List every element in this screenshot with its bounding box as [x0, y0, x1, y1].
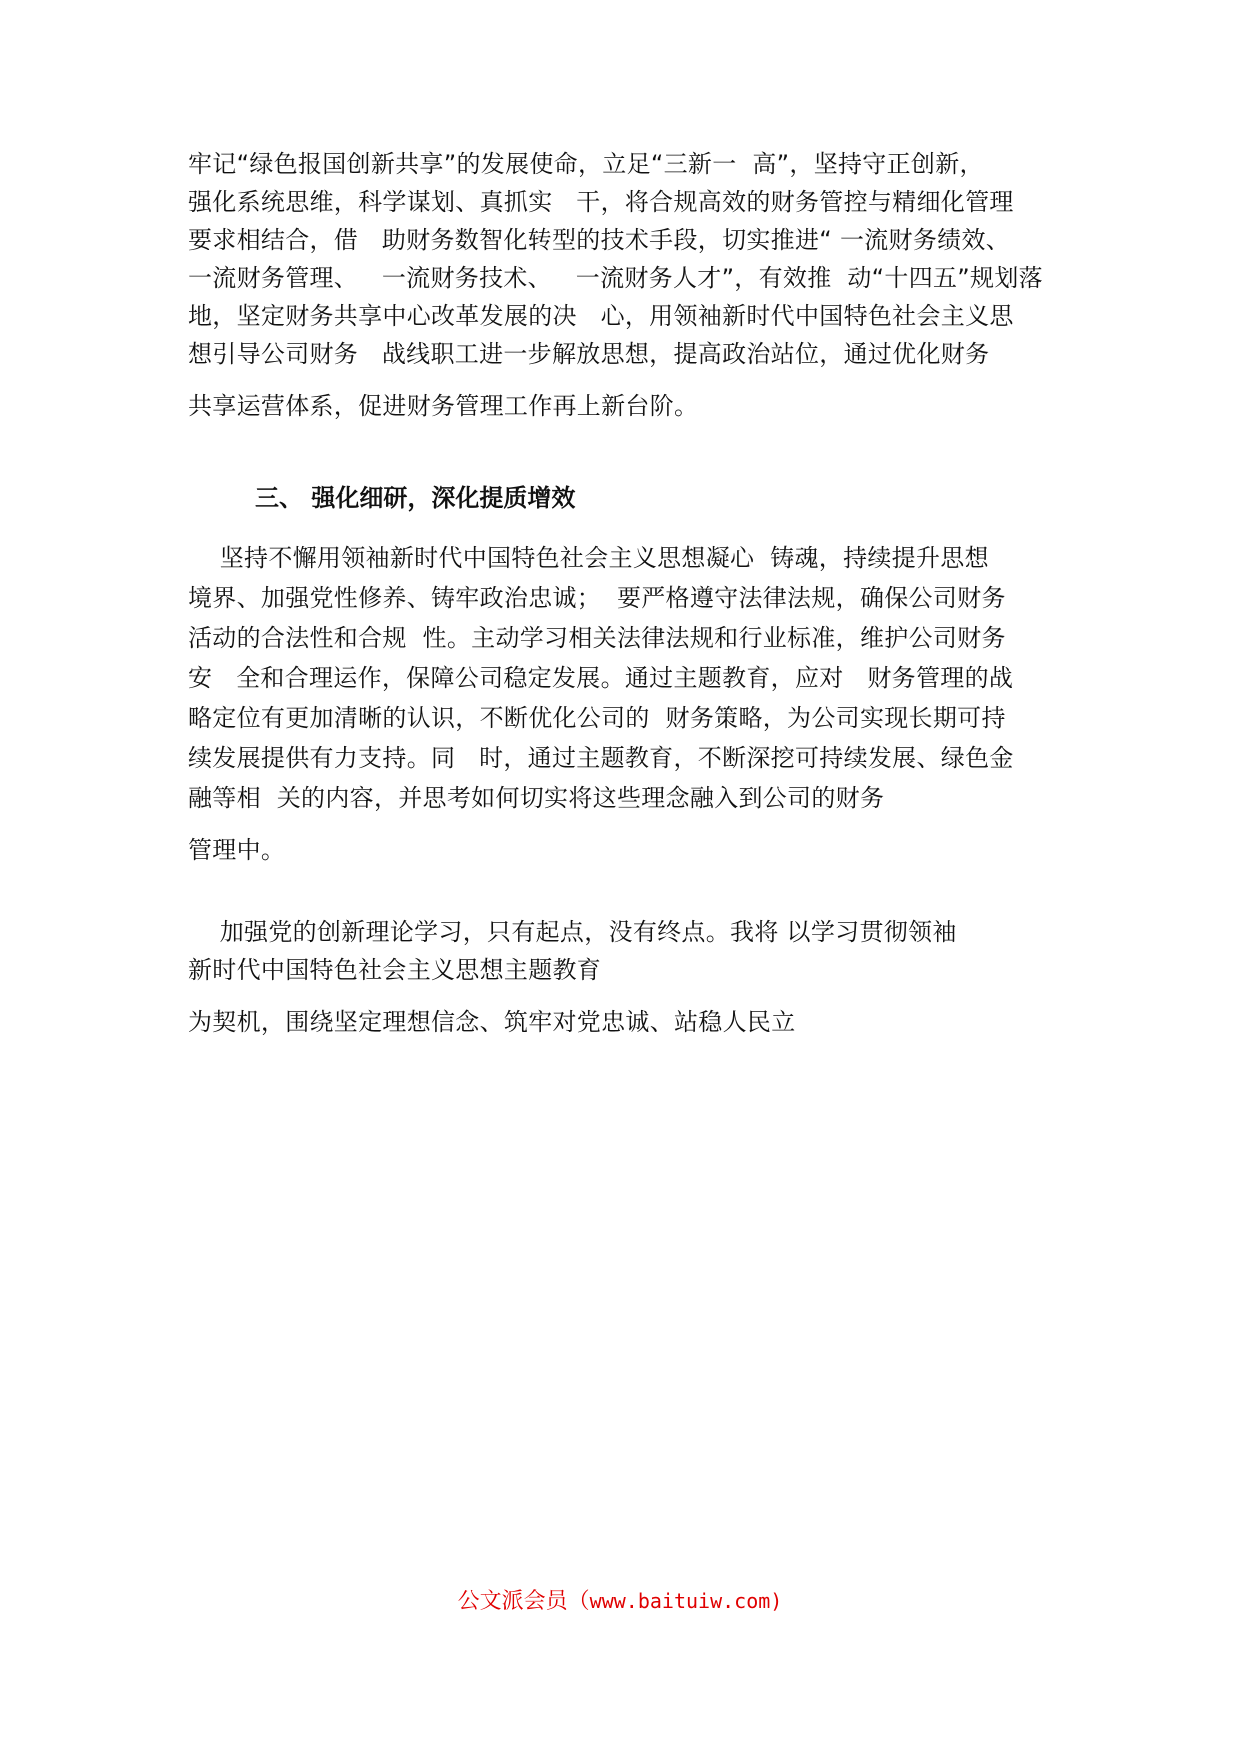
section3-line-3: 活动的合法性和合规 性。主动学习相关法律法规和行业标准，维护公司财务 — [188, 624, 1006, 652]
paragraph1-line-4: 一流财务管理、 一流财务技术、 一流财务人才”，有效推 动“十四五”规划落 — [188, 264, 1043, 292]
footer-watermark — [0, 1585, 1240, 1618]
section3-line-5: 略定位有更加清晰的认识，不断优化公司的 财务策略，为公司实现长期可持 — [188, 704, 1006, 732]
section3-line-6: 续发展提供有力支持。同 时，通过主题教育，不断深挖可持续发展、绿色金 — [188, 744, 1014, 772]
section3-line-8: 管理中。 — [188, 836, 286, 864]
paragraph1-line-5: 地，坚定财务共享中心改革发展的决 心，用领袖新时代中国特色社会主义思 — [188, 302, 1014, 330]
final-paragraph-line-1: 加强党的创新理论学习，只有起点，没有终点。我将 以学习贯彻领袖 — [188, 918, 957, 946]
final-paragraph-line-2: 新时代中国特色社会主义思想主题教育 — [188, 956, 602, 984]
footer-url-link[interactable]: www.baituiw.com — [589, 1589, 771, 1613]
paragraph1-line-7: 共享运营体系，促进财务管理工作再上新台阶。 — [188, 392, 699, 420]
section3-line-1: 坚持不懈用领袖新时代中国特色社会主义思想凝心 铸魂，持续提升思想 — [188, 544, 989, 572]
section3-line-7: 融等相 关的内容，并思考如何切实将这些理念融入到公司的财务 — [188, 784, 885, 812]
paragraph1-line-2: 强化系统思维，科学谋划、真抓实 干，将合规高效的财务管控与精细化管理 — [188, 188, 1014, 216]
final-paragraph-line-3: 为契机，围绕坚定理想信念、筑牢对党忠诚、站稳人民立 — [188, 1008, 796, 1036]
paragraph1-line-3: 要求相结合，借 助财务数智化转型的技术手段，切实推进“ 一流财务绩效、 — [188, 226, 1011, 254]
paragraph1-line-6: 想引导公司财务 战线职工进一步解放思想，提高政治站位，通过优化财务 — [188, 340, 990, 368]
paragraph1-line-1: 牢记“绿色报国创新共享”的发展使命，立足“三新一 高”，坚持守正创新， — [188, 150, 984, 178]
section3-line-2: 境界、加强党性修养、铸牢政治忠诚； 要严格遵守法律法规，确保公司财务 — [188, 584, 1006, 612]
footer-label: 公文派会员（ — [457, 1589, 590, 1614]
footer-close-paren: ) — [770, 1589, 783, 1613]
section-heading: 三、 强化细研，深化提质增效 — [255, 484, 576, 512]
section3-line-4: 安 全和合理运作，保障公司稳定发展。通过主题教育，应对 财务管理的战 — [188, 664, 1014, 692]
